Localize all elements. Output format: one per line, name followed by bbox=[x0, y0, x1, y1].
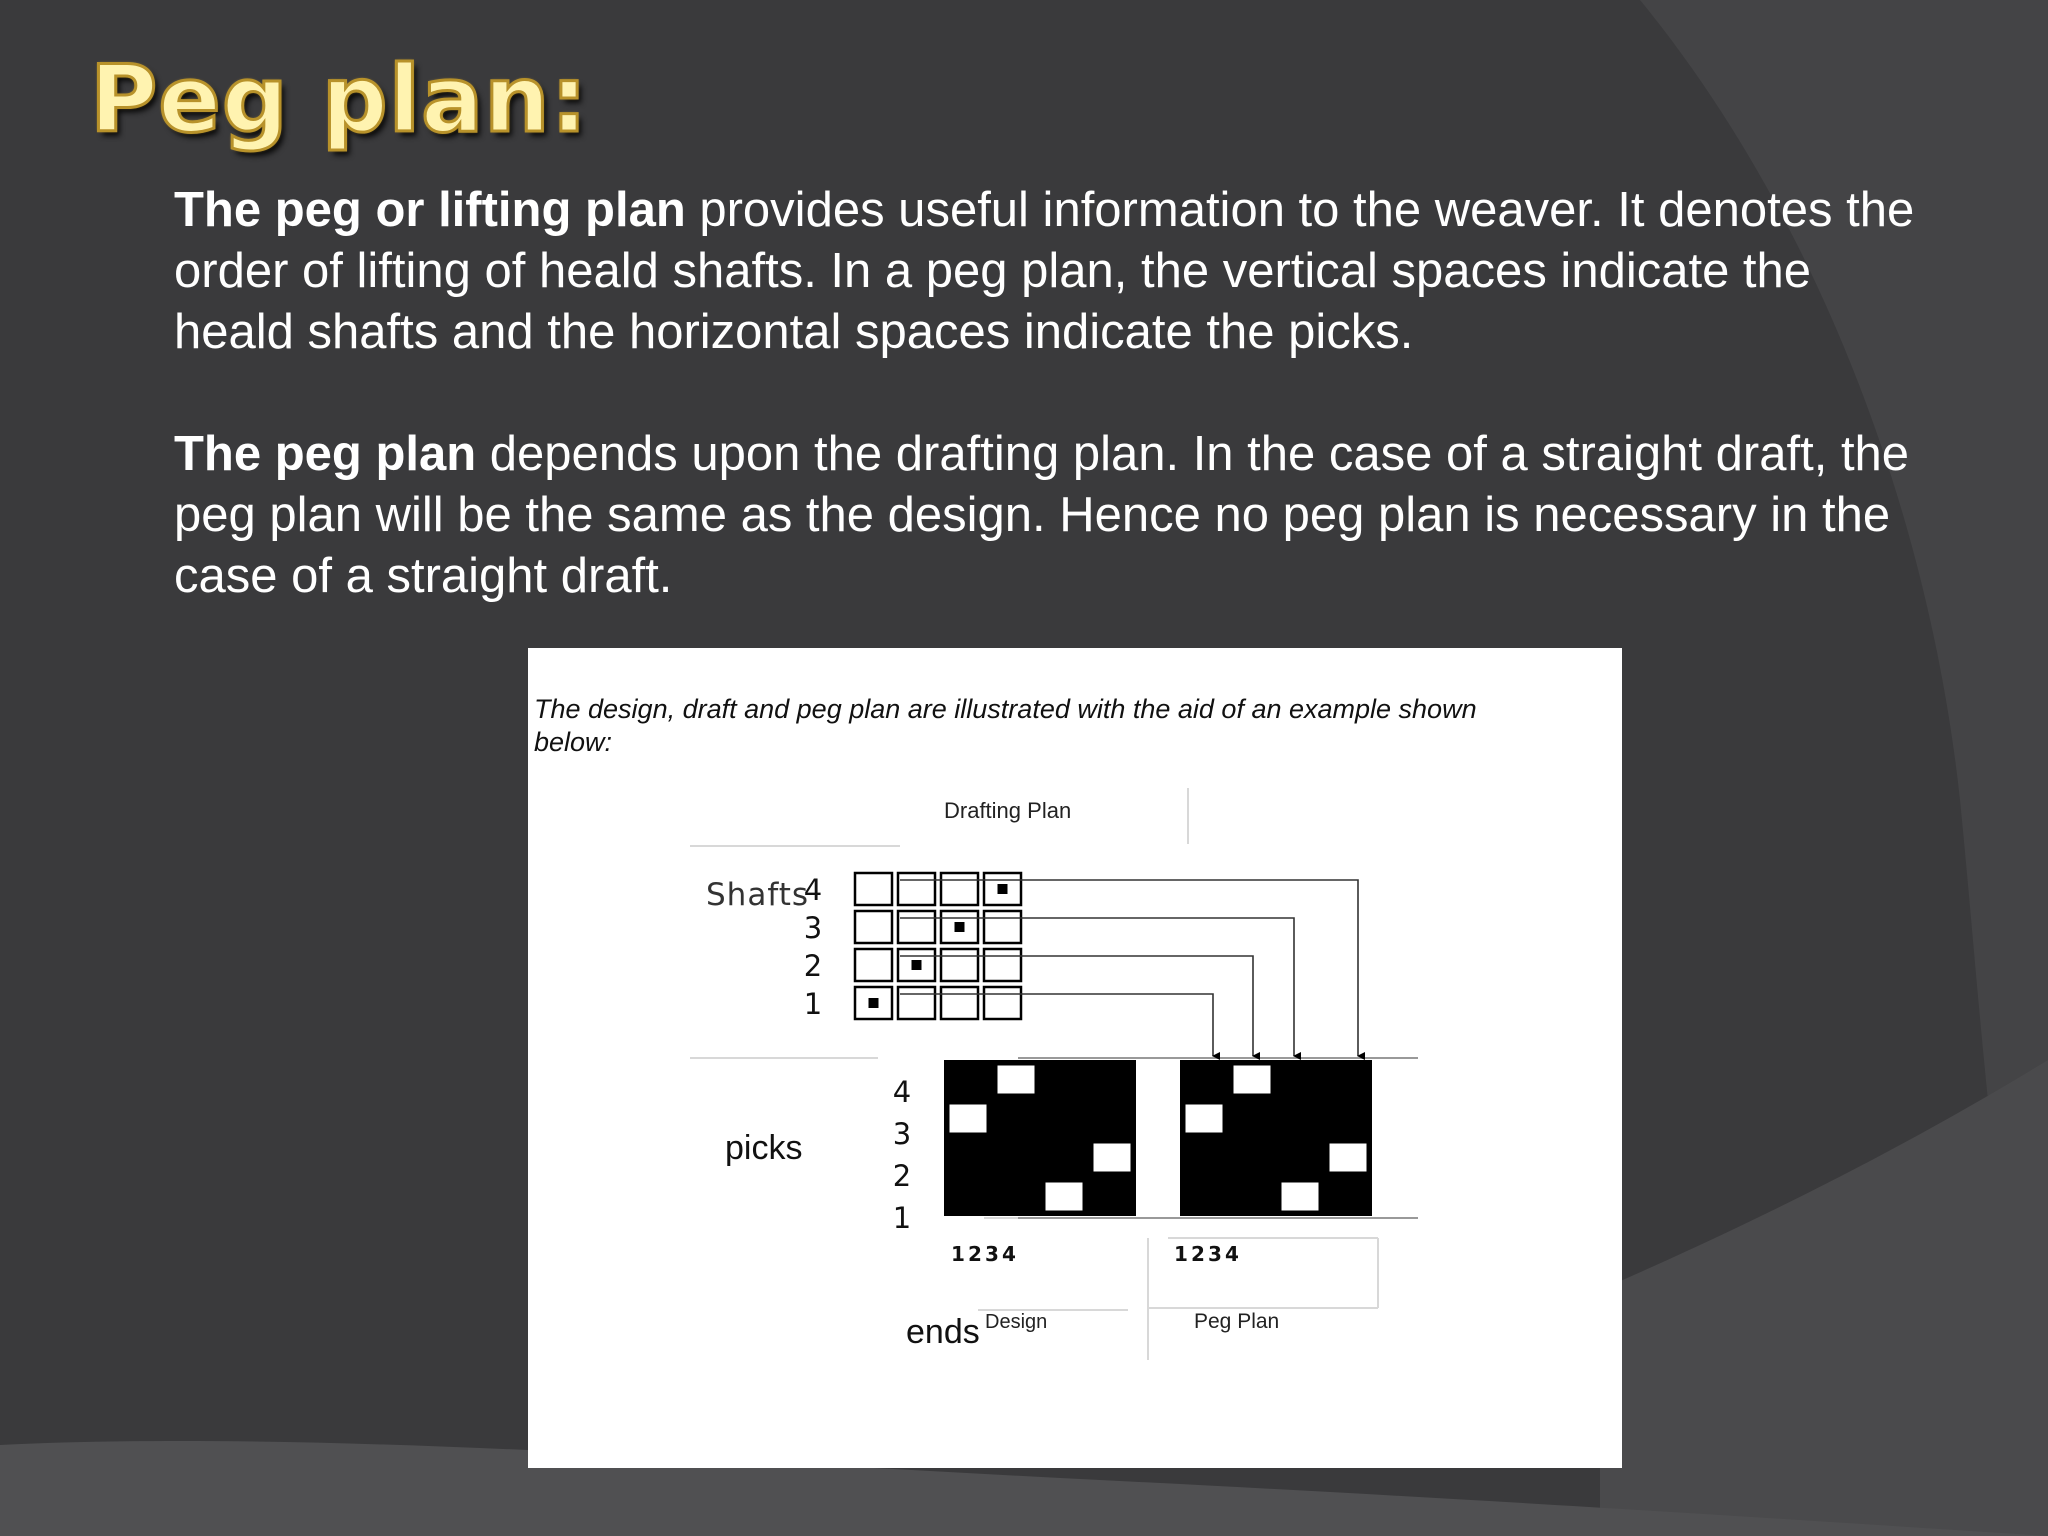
pick-number-labels bbox=[893, 1075, 911, 1235]
shaft-number-3: 3 bbox=[803, 911, 823, 945]
slide-title: Peg plan: bbox=[90, 46, 589, 153]
draft-cell bbox=[855, 949, 892, 981]
paragraph-1-text: provides useful information to the weaver. It denotes the order of lifting of heald shafts. In a peg plan, the vertical spaces indicate the heald shafts and the horizontal spaces indicate the picks. bbox=[174, 183, 1915, 359]
draft-cell bbox=[941, 949, 978, 981]
shaft-number-labels bbox=[804, 873, 822, 1021]
draft-mark-end-4 bbox=[998, 884, 1008, 894]
design-end-number-1: 1 bbox=[951, 1242, 965, 1266]
draft-cell bbox=[898, 873, 935, 905]
pick-number-4: 4 bbox=[892, 1075, 912, 1109]
draft-mark-end-2 bbox=[912, 960, 922, 970]
draft-cell bbox=[984, 949, 1021, 981]
design-end-number-3: 3 bbox=[985, 1242, 999, 1266]
pick-number-1: 1 bbox=[892, 1201, 912, 1235]
slide-body bbox=[174, 180, 1934, 668]
draft-mark-end-3 bbox=[955, 922, 965, 932]
draft-cell bbox=[984, 987, 1021, 1019]
peg-white-cell-end-2 bbox=[1233, 1065, 1271, 1094]
drafting-plan-label: Drafting Plan bbox=[944, 798, 1072, 823]
paragraph-1-bold: The peg or lifting plan bbox=[174, 183, 686, 237]
shaft-number-2: 2 bbox=[803, 949, 823, 983]
peg-end-number-2: 2 bbox=[1191, 1242, 1205, 1266]
design-end-number-4: 4 bbox=[1002, 1242, 1016, 1266]
draft-cell bbox=[855, 873, 892, 905]
design-label: Design bbox=[985, 1311, 1048, 1333]
paragraph-peg-plan bbox=[174, 424, 1934, 607]
shaft-number-1: 1 bbox=[803, 987, 823, 1021]
draft-cell bbox=[898, 911, 935, 943]
draft-cell bbox=[898, 987, 935, 1019]
design-white-cell-end-4 bbox=[1093, 1143, 1131, 1172]
design-background bbox=[944, 1060, 1136, 1216]
peg-plan-label: Peg Plan bbox=[1194, 1310, 1280, 1333]
pick-number-3: 3 bbox=[892, 1117, 912, 1151]
peg-end-number-3: 3 bbox=[1208, 1242, 1222, 1266]
peg-plan-grid bbox=[1180, 1060, 1372, 1216]
peg-end-number-1: 1 bbox=[1174, 1242, 1188, 1266]
pick-number-2: 2 bbox=[892, 1159, 912, 1193]
figure-caption-line-2: below: bbox=[534, 727, 613, 757]
picks-label: picks bbox=[725, 1129, 803, 1167]
weave-diagram bbox=[528, 648, 1622, 1468]
peg-white-cell-end-1 bbox=[1185, 1104, 1223, 1133]
figure-caption-line-1: The design, draft and peg plan are illustrated with the aid of an example shown bbox=[534, 694, 1477, 724]
shafts-label: Shafts bbox=[706, 877, 809, 913]
draft-cell bbox=[941, 873, 978, 905]
draft-cell bbox=[855, 911, 892, 943]
peg-white-cell-end-3 bbox=[1281, 1182, 1319, 1211]
draft-cell bbox=[984, 911, 1021, 943]
paragraph-lifting-plan bbox=[174, 180, 1934, 363]
design-white-cell-end-3 bbox=[1045, 1182, 1083, 1211]
design-end-number-labels bbox=[951, 1242, 1016, 1266]
paragraph-2-text: depends upon the drafting plan. In the case of a straight draft, the peg plan will be the same as the design. Hence no peg plan is necessary in the case of a straight draft. bbox=[174, 427, 1910, 603]
draft-mark-end-1 bbox=[869, 998, 879, 1008]
peg-background bbox=[1180, 1060, 1372, 1216]
draft-cell bbox=[941, 987, 978, 1019]
weave-diagram-figure bbox=[528, 648, 1622, 1468]
ends-label: ends bbox=[906, 1313, 980, 1351]
design-white-cell-end-1 bbox=[949, 1104, 987, 1133]
design-grid bbox=[944, 1060, 1136, 1216]
paragraph-2-bold: The peg plan bbox=[174, 427, 477, 481]
drafting-plan-grid bbox=[855, 873, 1021, 1019]
peg-end-number-labels bbox=[1174, 1242, 1239, 1266]
peg-end-number-4: 4 bbox=[1225, 1242, 1239, 1266]
shaft-number-4: 4 bbox=[803, 873, 823, 907]
design-end-number-2: 2 bbox=[968, 1242, 982, 1266]
peg-white-cell-end-4 bbox=[1329, 1143, 1367, 1172]
design-white-cell-end-2 bbox=[997, 1065, 1035, 1094]
